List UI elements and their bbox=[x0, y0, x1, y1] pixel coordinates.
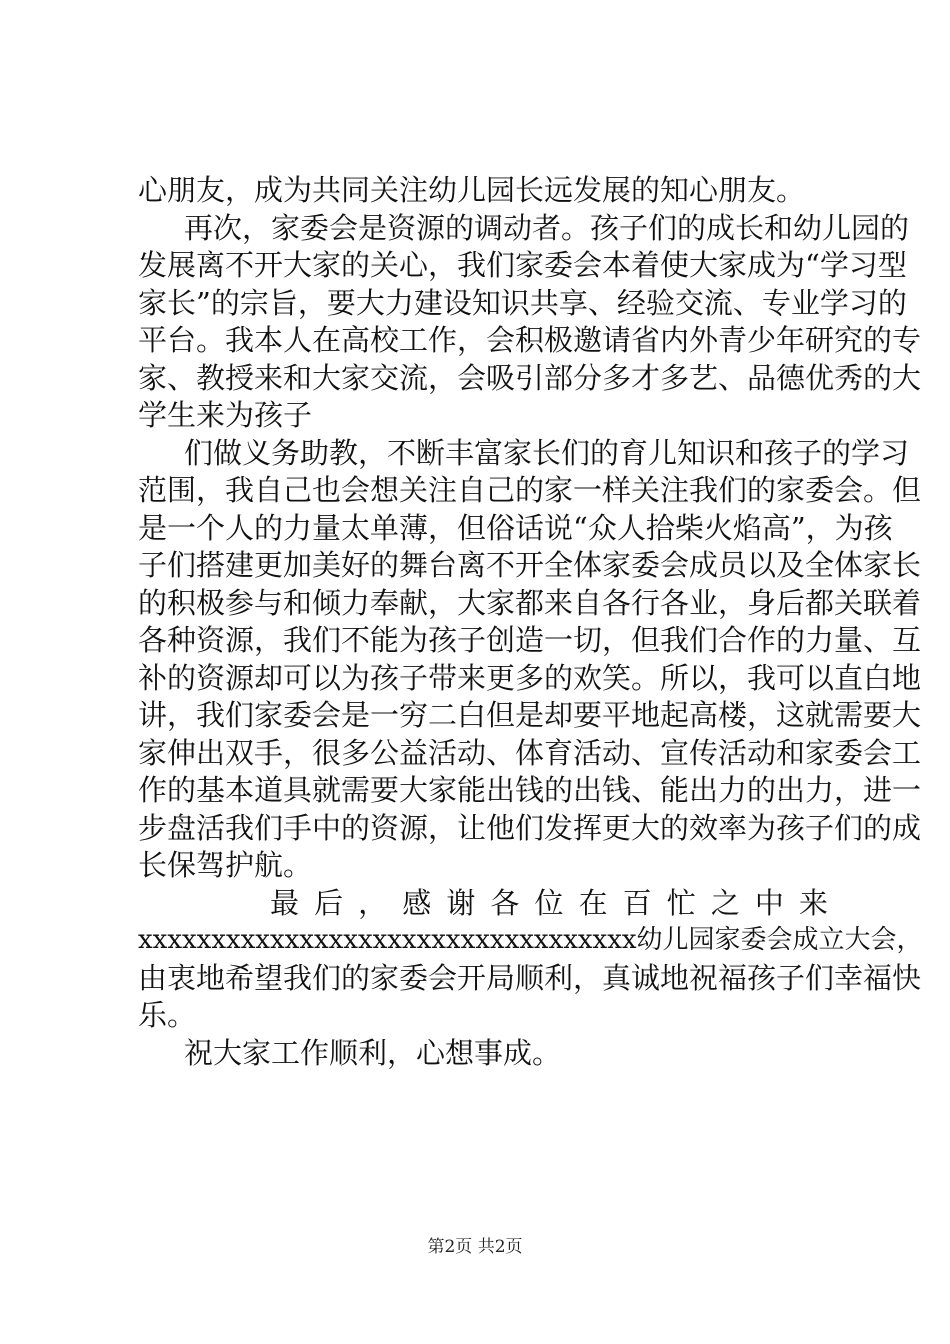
text-line: 讲，我们家委会是一穷二白但是却要平地起高楼，这就需要大 bbox=[138, 698, 922, 732]
text-line: 步盘活我们手中的资源，让他们发挥更大的效率为孩子们的成 bbox=[138, 810, 922, 845]
text-line: 补的资源却可以为孩子带来更多的欢笑。所以，我可以直白地 bbox=[138, 660, 922, 695]
text-line: 心朋友，成为共同关注幼儿园长远发展的知心朋友。 bbox=[138, 173, 806, 207]
text-line: 家伸出双手，很多公益活动、体育活动、宣传活动和家委会工 bbox=[138, 735, 922, 770]
text-line: 范围，我自己也会想关注自己的家一样关注我们的家委会。但 bbox=[138, 473, 922, 507]
text-line: 再次，家委会是资源的调动者。孩子们的成长和幼儿园的 bbox=[184, 210, 910, 245]
text-line: 最后，感谢各位在百忙之中来 bbox=[270, 885, 828, 920]
text-line: 是一个人的力量太单薄，但俗话说“众人拾柴火焰高”，为孩 bbox=[138, 510, 893, 545]
text-line: 平台。我本人在高校工作，会积极邀请省内外青少年研究的专 bbox=[138, 323, 922, 357]
document-body bbox=[138, 172, 923, 1072]
text-line: 学生来为孩子 bbox=[138, 398, 313, 432]
text-line: 由衷地希望我们的家委会开局顺利，真诚地祝福孩子们幸福快 bbox=[138, 960, 922, 995]
text-line: 子们搭建更加美好的舞台离不开全体家委会成员以及全体家长 bbox=[138, 548, 922, 582]
text-line: 们做义务助教，不断丰富家长们的育儿知识和孩子的学习 bbox=[184, 435, 910, 470]
text-line: 乐。 bbox=[138, 998, 197, 1032]
text-line: 发展离不开大家的关心，我们家委会本着使大家成为“学习型 bbox=[138, 248, 907, 282]
text-line: 作的基本道具就需要大家能出钱的出钱、能出力的出力，进一 bbox=[138, 773, 922, 807]
page-number: 第2页 共2页 bbox=[427, 1237, 523, 1257]
text-line: 祝大家工作顺利，心想事成。 bbox=[184, 1035, 562, 1070]
text-line: 家、教授来和大家交流，会吸引部分多才多艺、品德优秀的大 bbox=[138, 360, 922, 395]
text-line: xxxxxxxxxxxxxxxxxxxxxxxxxxxxxxxxxx幼儿园家委会成立大会， bbox=[138, 925, 923, 955]
text-line: 的积极参与和倾力奉献，大家都来自各行各业，身后都关联着 bbox=[138, 585, 922, 620]
text-line: 家长”的宗旨，要大力建设知识共享、经验交流、专业学习的 bbox=[138, 285, 907, 320]
text-line: 长保驾护航。 bbox=[138, 848, 313, 882]
text-line: 各种资源，我们不能为孩子创造一切，但我们合作的力量、互 bbox=[138, 623, 922, 657]
